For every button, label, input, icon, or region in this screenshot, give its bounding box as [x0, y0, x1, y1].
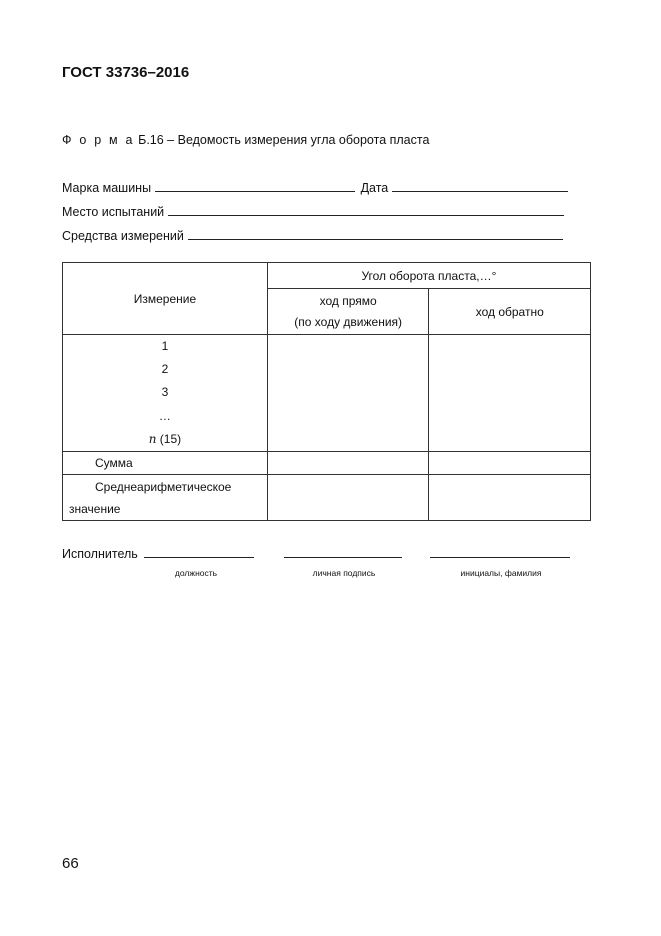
place-label: Место испытаний [62, 205, 165, 219]
mean-label-line1: Среднеарифметическое [95, 480, 232, 494]
mean-label-line2: значение [69, 502, 121, 516]
date-label: Дата [360, 181, 389, 195]
signature-block [62, 545, 570, 561]
instruments-label: Средства измерений [62, 229, 184, 243]
caption-name: инициалы, фамилия [460, 568, 542, 578]
signature-blank[interactable] [284, 545, 402, 558]
mean-forward-cell[interactable] [267, 475, 429, 521]
place-line [62, 203, 564, 219]
date-blank[interactable] [392, 179, 568, 192]
position-blank[interactable] [144, 545, 254, 558]
row-n-variable: n [148, 431, 157, 446]
backward-values-cell[interactable] [429, 335, 591, 452]
mean-backward-cell[interactable] [429, 475, 591, 521]
instruments-line [62, 227, 563, 243]
header-measurement: Измерение [63, 263, 268, 335]
sum-forward-cell[interactable] [267, 452, 429, 475]
form-title-text: Б.16 – Ведомость измерения угла оборота пласта [134, 133, 430, 147]
machine-label: Марка машины [62, 181, 152, 195]
measurement-table [62, 262, 591, 521]
forward-values-cell[interactable] [267, 335, 429, 452]
caption-position: должность [174, 568, 218, 578]
document-header: ГОСТ 33736–2016 [62, 64, 190, 81]
header-forward-line2: (по ходу движения) [294, 314, 403, 329]
name-blank[interactable] [430, 545, 570, 558]
sum-backward-cell[interactable] [429, 452, 591, 475]
form-title-prefix: Ф о р м а [62, 133, 135, 147]
sum-label: Сумма [63, 452, 268, 475]
form-title [62, 133, 429, 147]
header-forward [267, 289, 429, 335]
instruments-blank[interactable] [188, 227, 563, 240]
measurement-numbers-cell [63, 335, 268, 452]
row-number: 3 [161, 385, 169, 400]
performer-label: Исполнитель [62, 547, 138, 561]
machine-blank[interactable] [155, 179, 355, 192]
row-number: 1 [161, 339, 169, 354]
caption-signature: личная подпись [312, 568, 376, 578]
header-angle-group: Угол оборота пласта,…° [267, 263, 590, 289]
header-backward: ход обратно [429, 289, 591, 335]
page-number: 66 [62, 855, 79, 872]
mean-label [63, 475, 268, 521]
row-number-last [63, 428, 267, 451]
row-n-count: (15) [156, 431, 182, 446]
machine-date-line [62, 179, 568, 195]
place-blank[interactable] [168, 203, 564, 216]
row-number: … [158, 408, 171, 423]
row-number: 2 [161, 362, 169, 377]
header-forward-line1: ход прямо [319, 293, 377, 308]
